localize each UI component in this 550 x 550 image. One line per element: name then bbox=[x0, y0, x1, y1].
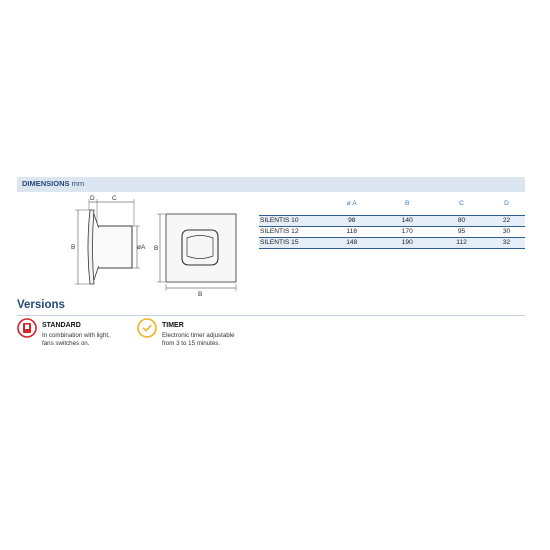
version-timer-desc-line1: Electronic timer adjustable bbox=[162, 332, 235, 339]
dimensions-unit: mm bbox=[71, 179, 85, 188]
label-b-front-horizontal: B bbox=[198, 291, 203, 298]
table-cell-model: SILENTIS 10 bbox=[259, 216, 324, 227]
table-cell-a: 118 bbox=[324, 227, 380, 238]
table-header-d: D bbox=[504, 200, 509, 207]
version-timer-desc bbox=[162, 332, 272, 348]
timer-icon bbox=[137, 318, 157, 338]
dimensions-table bbox=[259, 193, 525, 249]
dimensions-title: DIMENSIONS mm bbox=[22, 179, 85, 188]
version-timer-name: TIMER bbox=[162, 322, 184, 329]
table-cell-d: 22 bbox=[488, 216, 525, 227]
version-standard-desc bbox=[42, 332, 152, 348]
table-cell-a: 98 bbox=[324, 216, 380, 227]
version-timer-desc-line2: from 3 to 15 minutes. bbox=[162, 340, 221, 347]
table-cell-b: 170 bbox=[380, 227, 436, 238]
table-header-a: ø A bbox=[346, 200, 357, 207]
versions-divider bbox=[17, 315, 525, 316]
table-row bbox=[259, 227, 525, 238]
table-cell-b: 190 bbox=[380, 238, 436, 249]
label-b-side: B bbox=[71, 244, 76, 251]
version-standard-name: STANDARD bbox=[42, 322, 81, 329]
table-cell-c: 80 bbox=[435, 216, 488, 227]
table-cell-model: SILENTIS 12 bbox=[259, 227, 324, 238]
table-header-row bbox=[259, 193, 525, 216]
label-c: C bbox=[112, 195, 117, 202]
switch-icon bbox=[17, 318, 37, 338]
label-d: D bbox=[90, 195, 95, 202]
versions-title: Versions bbox=[17, 299, 65, 311]
front-view bbox=[157, 214, 236, 291]
dimension-drawing bbox=[68, 192, 250, 302]
table-cell-c: 95 bbox=[435, 227, 488, 238]
version-standard-desc-line2: fans switches on. bbox=[42, 340, 90, 347]
table-row bbox=[259, 216, 525, 227]
table-row bbox=[259, 238, 525, 249]
label-a: øA bbox=[137, 244, 146, 251]
table-cell-c: 112 bbox=[435, 238, 488, 249]
table-cell-model: SILENTIS 15 bbox=[259, 238, 324, 249]
label-b-front-vertical: B bbox=[154, 245, 159, 252]
table-header-model bbox=[259, 193, 324, 216]
table-cell-d: 32 bbox=[488, 238, 525, 249]
table-cell-b: 140 bbox=[380, 216, 436, 227]
table-header-b: B bbox=[405, 200, 410, 207]
table-cell-d: 30 bbox=[488, 227, 525, 238]
table-header-c: C bbox=[459, 200, 464, 207]
version-standard-desc-line1: In combination with light, bbox=[42, 332, 110, 339]
table-cell-a: 148 bbox=[324, 238, 380, 249]
side-view bbox=[75, 199, 140, 284]
dimensions-header-bar bbox=[17, 177, 525, 192]
